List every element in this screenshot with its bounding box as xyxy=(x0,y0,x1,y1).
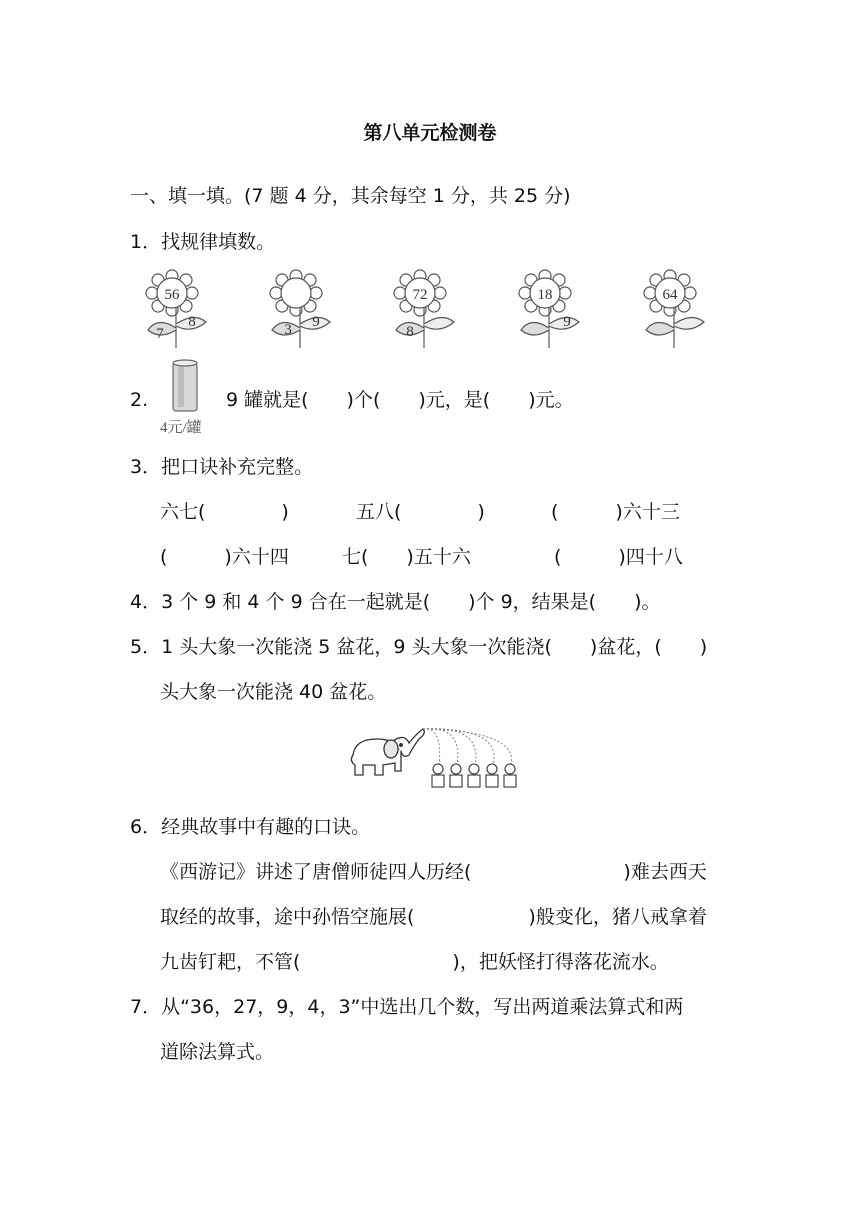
soda-can-icon xyxy=(170,357,202,413)
mnemonic-blank: 七( )五十六 xyxy=(342,546,471,568)
flower-right-number: 9 xyxy=(563,314,571,330)
mnemonic-blank: ( )四十八 xyxy=(554,546,683,568)
question-4-text: 4．3 个 9 和 4 个 9 合在一起就是( )个 9，结果是( )。 xyxy=(130,591,661,613)
flower-right-number: 9 xyxy=(312,314,320,330)
mnemonic-blank: 五八( ) xyxy=(356,501,485,523)
mnemonic-blank: ( )六十三 xyxy=(551,501,680,523)
question-5-line-1: 5．1 头大象一次能浇 5 盆花，9 头大象一次能浇( )盆花，( ) xyxy=(130,636,708,658)
flower-icon xyxy=(264,268,336,350)
question-1-text: 1．找规律填数。 xyxy=(130,231,276,253)
question-6-text: 6．经典故事中有趣的口诀。 xyxy=(130,816,371,838)
flower-left-number: 7 xyxy=(156,326,164,342)
flower-top-number: 56 xyxy=(164,287,180,303)
can-price-label: 4元/罐 xyxy=(160,420,202,436)
section-heading: 一、填一填。(7 题 4 分，其余每空 1 分，共 25 分) xyxy=(130,185,571,207)
question-7-line-1: 7．从“36，27，9，4，3”中选出几个数，写出两道乘法算式和两 xyxy=(130,996,684,1018)
mnemonic-blank: 六七( ) xyxy=(160,501,289,523)
question-6-line-3: 九齿钉耙，不管( )，把妖怪打得落花流水。 xyxy=(160,951,669,973)
question-6-line-1: 《西游记》讲述了唐僧师徒四人历经( )难去西天 xyxy=(160,861,707,883)
flower-top-number: 64 xyxy=(662,287,678,303)
question-2-number: 2. xyxy=(130,389,149,411)
question-3-text: 3．把口诀补充完整。 xyxy=(130,456,314,478)
flower-icon xyxy=(140,268,212,350)
flower-right-number: 8 xyxy=(188,314,196,330)
flower-left-number: 8 xyxy=(406,324,414,340)
question-7-line-2: 道除法算式。 xyxy=(160,1041,275,1063)
question-5-line-2: 头大象一次能浇 40 盆花。 xyxy=(160,681,387,703)
flower-icon xyxy=(388,268,460,350)
flower-icon xyxy=(513,268,585,350)
flower-icon xyxy=(638,268,710,350)
flower-top-number: 72 xyxy=(412,287,428,303)
flower-left-number: 3 xyxy=(284,322,292,338)
question-6-line-2: 取经的故事，途中孙悟空施展( )般变化，猪八戒拿着 xyxy=(160,906,707,928)
elephant-watering-flowers-image xyxy=(343,725,521,789)
flower-top-number: 18 xyxy=(537,287,553,303)
page-title: 第八单元检测卷 xyxy=(363,122,497,144)
question-2-text: 9 罐就是( )个( )元，是( )元。 xyxy=(226,389,574,411)
mnemonic-blank: ( )六十四 xyxy=(160,546,289,568)
